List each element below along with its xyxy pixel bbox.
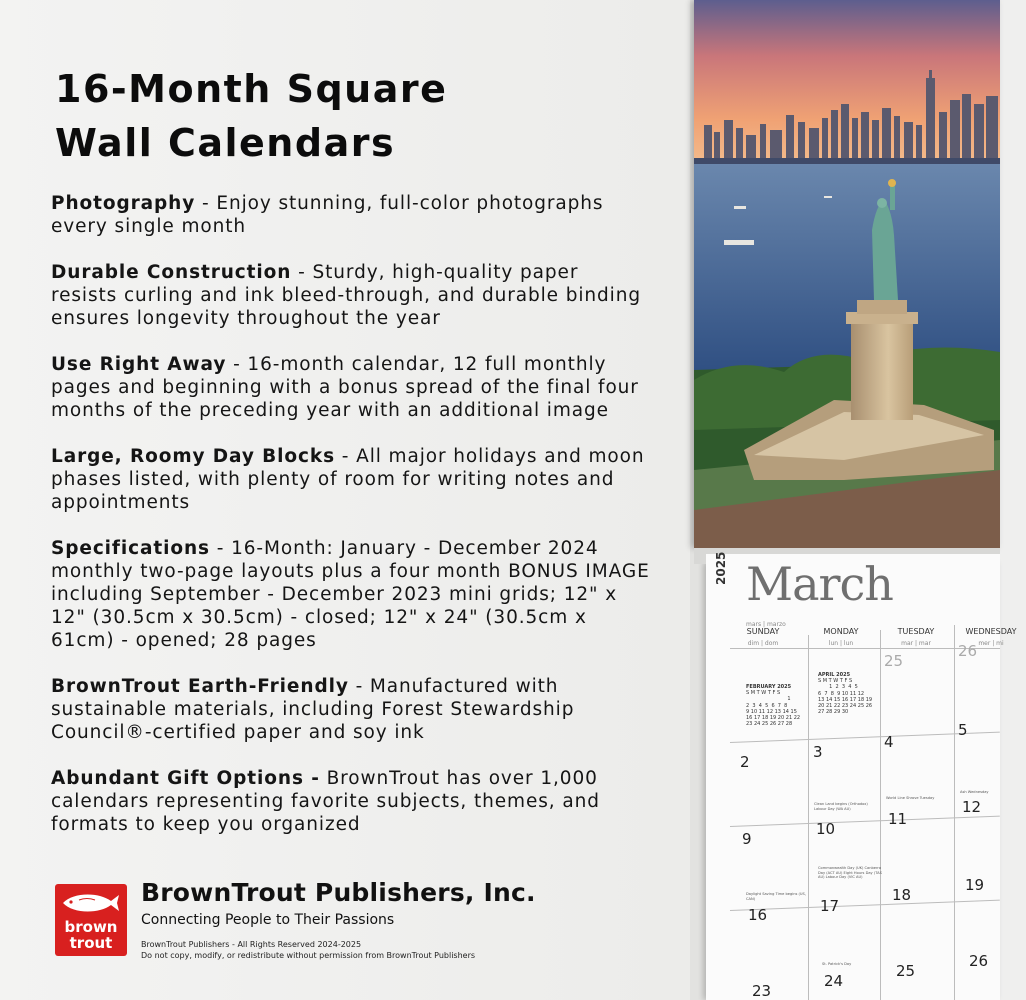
- date-11: 11: [888, 810, 908, 828]
- feature-gift-options: [51, 767, 651, 836]
- day-header-tuesday: TUESDAY: [897, 627, 935, 636]
- feature-day-blocks: [51, 445, 651, 514]
- logo-text-brown: brown: [64, 918, 118, 936]
- holiday-note: Commonwealth Day (UK) Canberra Day (ACT AU) Eight Hours Day (TAS AU) Labour Day (VIC AU): [818, 866, 882, 879]
- calendar-product-image: [690, 0, 1017, 1000]
- date-25: 25: [896, 962, 916, 980]
- mini-row: 23 24 25 26 27 28: [746, 721, 793, 728]
- date-10: 10: [816, 820, 836, 838]
- feature-list: [51, 192, 651, 859]
- day-header-monday: MONDAY: [823, 627, 859, 636]
- copy-notice: Do not copy, modify, or redistribute without permission from BrownTrout Publishers: [141, 951, 476, 960]
- day-sub-wednesday: mer | mi: [978, 640, 1004, 647]
- feature-body: BrownTrout has over 1,000 calendars representing favorite subjects, themes, and formats to keep you organized: [51, 768, 600, 835]
- mini-row: 27 28 29 30: [818, 709, 849, 716]
- photo-illustration: [694, 0, 1000, 548]
- date-5: 5: [958, 721, 968, 739]
- feature-earth-friendly: [51, 675, 651, 744]
- day-header-sunday: SUNDAY: [746, 627, 780, 636]
- date-2: 2: [740, 753, 750, 771]
- feature-durable: [51, 261, 651, 330]
- date-19: 19: [965, 876, 985, 894]
- title-line-1: 16-Month Square: [55, 67, 448, 111]
- date-9: 9: [742, 830, 752, 848]
- feature-heading: Photography: [51, 193, 196, 214]
- holiday-note: St. Patrick's Day: [822, 962, 852, 966]
- title-line-2: Wall Calendars: [55, 121, 396, 165]
- publisher-name: BrownTrout Publishers, Inc.: [141, 878, 536, 907]
- calendar-year: 2025: [714, 551, 728, 585]
- feature-specifications: [51, 537, 651, 652]
- page-title: [55, 62, 447, 170]
- feature-heading: Use Right Away: [51, 354, 227, 375]
- mini-calendar-february: [746, 684, 800, 727]
- date-prev-26: 26: [958, 642, 978, 660]
- feature-body: - Manufactured with sustainable materials, including Forest Stewardship Council®-certified paper and soy ink: [51, 676, 575, 743]
- mini-row: 6 7 8 9 10 11 12: [818, 690, 865, 697]
- holiday-note: Clean Land begins (Orthodox) Labour Day (WA AU): [814, 802, 868, 811]
- holiday-note: Ash Wednesday: [960, 790, 989, 794]
- mini-row: 2 3 4 5 6 7 8: [746, 702, 788, 709]
- mini-title: APRIL 2025: [818, 672, 851, 678]
- date-24: 24: [824, 972, 844, 990]
- mini-row: 1: [746, 696, 791, 703]
- day-header-wednesday: WEDNESDAY: [965, 627, 1017, 636]
- date-16: 16: [748, 906, 768, 924]
- calendar-month-sub: mars | marzo: [746, 621, 786, 628]
- date-23: 23: [752, 982, 772, 1000]
- feature-heading: Specifications: [51, 538, 210, 559]
- mini-row: 20 21 22 23 24 25 26: [818, 703, 873, 710]
- mini-row: 9 10 11 12 13 14 15: [746, 708, 797, 715]
- feature-heading: Abundant Gift Options -: [51, 768, 320, 789]
- statue-of-liberty-photo: [694, 0, 1000, 548]
- date-18: 18: [892, 886, 912, 904]
- feature-body: - 16-month calendar, 12 full monthly pages and beginning with a bonus spread of the final four months of the preceding year with an additional image: [51, 354, 639, 421]
- mini-title: FEBRUARY 2025: [746, 684, 792, 690]
- date-26: 26: [969, 952, 989, 970]
- date-12: 12: [962, 798, 982, 816]
- trout-icon: [59, 888, 123, 918]
- holiday-note: Daylight Saving Time begins (US, CAN): [746, 892, 806, 901]
- date-17: 17: [820, 897, 840, 915]
- feature-heading: Durable Construction: [51, 262, 292, 283]
- grid-line: [808, 635, 809, 1000]
- browntrout-logo: [55, 884, 127, 956]
- mini-row: 16 17 18 19 20 21 22: [746, 715, 801, 722]
- mini-row: 13 14 15 16 17 18 19: [818, 696, 873, 703]
- feature-heading: BrownTrout Earth-Friendly: [51, 676, 349, 697]
- date-3: 3: [813, 743, 823, 761]
- mini-head: S M T W T F S: [746, 690, 781, 697]
- feature-body: - All major holidays and moon phases listed, with plenty of room for writing notes and appointments: [51, 446, 645, 513]
- date-4: 4: [884, 733, 894, 751]
- holiday-note: World Line Shrove Tuesday: [886, 796, 935, 800]
- feature-photography: [51, 192, 651, 238]
- publisher-tagline: Connecting People to Their Passions: [141, 912, 395, 928]
- feature-body: - 16-Month: January - December 2024 monthly two-page layouts plus a four month BONUS IMAGE including September - December 2023 mini grids; 12" x 12" (30.5cm x 30.5cm) - closed; 12" x 24" (30.5cm x 61cm) - opened; 28 pages: [51, 538, 650, 651]
- grid-line: [880, 630, 881, 1000]
- day-sub-tuesday: mar | mar: [901, 640, 931, 647]
- mini-row: 1 2 3 4 5: [818, 684, 858, 691]
- rights-notice: BrownTrout Publishers - All Rights Reserved 2024-2025: [141, 940, 362, 949]
- feature-body: - Sturdy, high-quality paper resists curling and ink bleed-through, and durable binding ensures longevity throughout the year: [51, 262, 641, 329]
- feature-heading: Large, Roomy Day Blocks: [51, 446, 335, 467]
- date-prev-25: 25: [884, 652, 904, 670]
- feature-use-right-away: [51, 353, 651, 422]
- mini-calendar-april: [818, 672, 872, 715]
- day-sub-monday: lun | lun: [828, 640, 854, 647]
- grid-line: [954, 625, 955, 1000]
- mini-head: S M T W T F S: [818, 678, 853, 685]
- day-sub-sunday: dim | dom: [747, 640, 779, 647]
- logo-text-trout: trout: [69, 934, 113, 952]
- feature-body: - Enjoy stunning, full-color photographs every single month: [51, 193, 604, 237]
- calendar-month: March: [746, 557, 893, 611]
